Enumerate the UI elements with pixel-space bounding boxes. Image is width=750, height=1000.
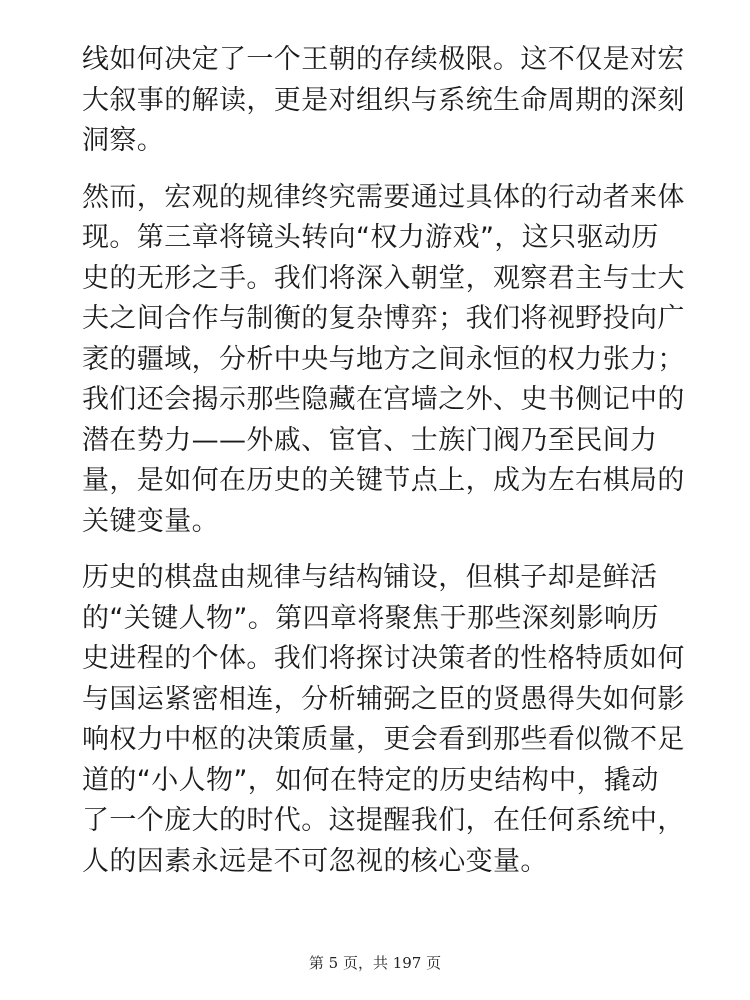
text-line: 我们还会揭示那些隐藏在宫墙之外、史书侧记中的 bbox=[82, 384, 685, 415]
page-number-footer: 第 5 页，共 197 页 bbox=[308, 954, 442, 972]
text-line: 人的因素永远是不可忽视的核心变量。 bbox=[82, 845, 548, 877]
text-line: 历史的棋盘由规律与结构铺设，但棋子却是鲜活 bbox=[82, 562, 658, 593]
body-text bbox=[82, 40, 685, 898]
text-line: 道的“小人物”，如何在特定的历史结构中，撬动 bbox=[82, 764, 659, 796]
text-line: 响权力中枢的决策质量，更会看到那些看似微不足 bbox=[82, 724, 685, 755]
text-line: 史的无形之手。我们将深入朝堂，观察君主与士大 bbox=[82, 262, 685, 294]
text-line: 潜在势力——外戚、宦官、士族门阀乃至民间力 bbox=[82, 424, 658, 456]
paragraph bbox=[82, 40, 685, 162]
text-line: 的“关键人物”。第四章将聚焦于那些深刻影响历 bbox=[82, 602, 659, 634]
text-line: 大叙事的解读，更是对组织与系统生命周期的深刻 bbox=[82, 84, 685, 116]
text-line: 洞察。 bbox=[82, 125, 165, 156]
paragraph bbox=[82, 558, 685, 882]
text-line: 关键变量。 bbox=[82, 505, 219, 537]
text-line: 夫之间合作与制衡的复杂博弈；我们将视野投向广 bbox=[82, 303, 685, 334]
text-line: 现。第三章将镜头转向“权力游戏”，这只驱动历 bbox=[82, 222, 659, 253]
text-line: 然而，宏观的规律终究需要通过具体的行动者来体 bbox=[82, 181, 685, 213]
text-line: 量，是如何在历史的关键节点上，成为左右棋局的 bbox=[82, 465, 685, 496]
text-line: 线如何决定了一个王朝的存续极限。这不仅是对宏 bbox=[82, 44, 685, 75]
text-line: 史进程的个体。我们将探讨决策者的性格特质如何 bbox=[82, 643, 685, 674]
text-line: 与国运紧密相连，分析辅弼之臣的贤愚得失如何影 bbox=[82, 683, 685, 715]
text-line: 了一个庞大的时代。这提醒我们，在任何系统中， bbox=[82, 805, 685, 836]
paragraph bbox=[82, 178, 685, 543]
text-line: 袤的疆域，分析中央与地方之间永恒的权力张力； bbox=[82, 343, 685, 375]
